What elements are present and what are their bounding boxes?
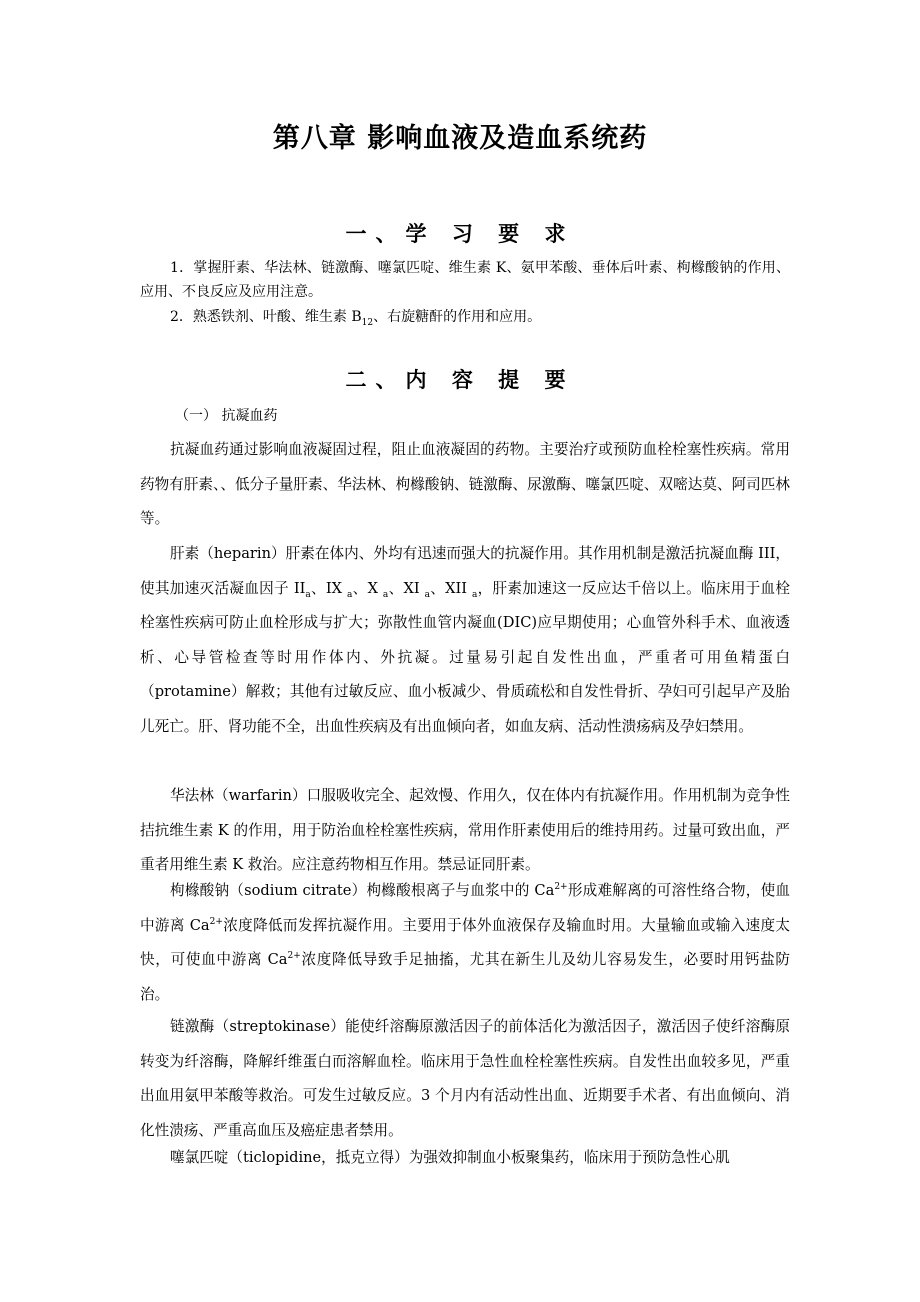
requirement-item-2: 2．熟悉铁剂、叶酸、维生素 $B_{12}$、右旋糖酐的作用和应用。 [170,309,542,328]
subsection-heading-anticoagulants: （一） 抗凝血药 [175,408,278,424]
section-heading-summary: 二、内 容 提 要 [345,367,575,392]
paragraph-ticlopidine: 噻氯匹啶（ticlopidine，抵克立得）为强效抑制血小板聚集药，临床用于预防急性心肌 [170,1149,730,1166]
paragraph-intro: 抗凝血药通过影响血液凝固过程，阻止血液凝固的药物。主要治疗或预防血栓栓塞性疾病。常用药物有肝素、、低分子量肝素、华法林、枸橼酸钠、链激酶、尿激酶、噻氯匹啶、双嘧达莫、阿司匹林等。 [140,441,790,527]
section-heading-requirements: 一、学 习 要 求 [345,221,575,246]
chapter-title: 第八章 影响血液及造血系统药 [272,123,648,154]
paragraph-sodium-citrate: 枸橼酸钠（sodium citrate）枸橼酸根离子与血浆中的 $Ca^{2+}$形成难解离的可溶性络合物，使血中游离 $Ca^{2+}$浓度降低而发挥抗凝作用。主要用于体外血液保存及输血时用。大量输血或输入速度太快，可使血中游离 $Ca^{2+}$浓度降低导致手足抽搐，尤其在新生儿及幼儿容易发生，必要时用钙盐防治。 [140,882,790,1003]
paragraph-streptokinase: 链激酶（streptokinase）能使纤溶酶原激活因子的前体活化为激活因子，激活因子使纤溶酶原转变为纤溶酶，降解纤维蛋白而溶解血栓。临床用于急性血栓栓塞性疾病。自发性出血较多见，严重出血用氨甲苯酸等救治。可发生过敏反应。3 个月内有活动性出血、近期要手术者、有出血倾向、消化性溃疡、严重高血压及癌症患者禁用。 [140,1018,790,1139]
paragraph-heparin: 肝素（heparin）肝素在体内、外均有迅速而强大的抗凝作用。其作用机制是激活抗凝血酶 III，使其加速灭活凝血因子 $II_a$、IX $_a$、X $_a$、XI $_a$、XII $_a$，肝素加速这一反应达千倍以上。临床用于血栓栓塞性疾病可防止血栓形成与扩大；弥散性血管内凝血(DIC)应早期使用；心血管外科手术、血液透析、心导管检查等时用作体内、外抗凝。过量易引起自发性出血，严重者可用鱼精蛋白（protamine）解救；其他有过敏反应、血小板减少、骨质疏松和自发性骨折、孕妇可引起早产及胎儿死亡。肝、肾功能不全，出血性疾病及有出血倾向者，如血友病、活动性溃疡病及孕妇禁用。 [140,545,791,735]
requirement-item-1: 1．掌握肝素、华法林、链激酶、噻氯匹啶、维生素 K、氨甲苯酸、垂体后叶素、枸橼酸钠的作用、应用、不良反应及应用注意。 [140,260,790,300]
paragraph-warfarin: 华法林（warfarin）口服吸收完全、起效慢、作用久，仅在体内有抗凝作用。作用机制为竞争性拮抗维生素 K 的作用，用于防治血栓栓塞性疾病，常用作肝素使用后的维持用药。过量可致出血，严重者用维生素 K 救治。应注意药物相互作用。禁忌证同肝素。 [140,787,790,873]
